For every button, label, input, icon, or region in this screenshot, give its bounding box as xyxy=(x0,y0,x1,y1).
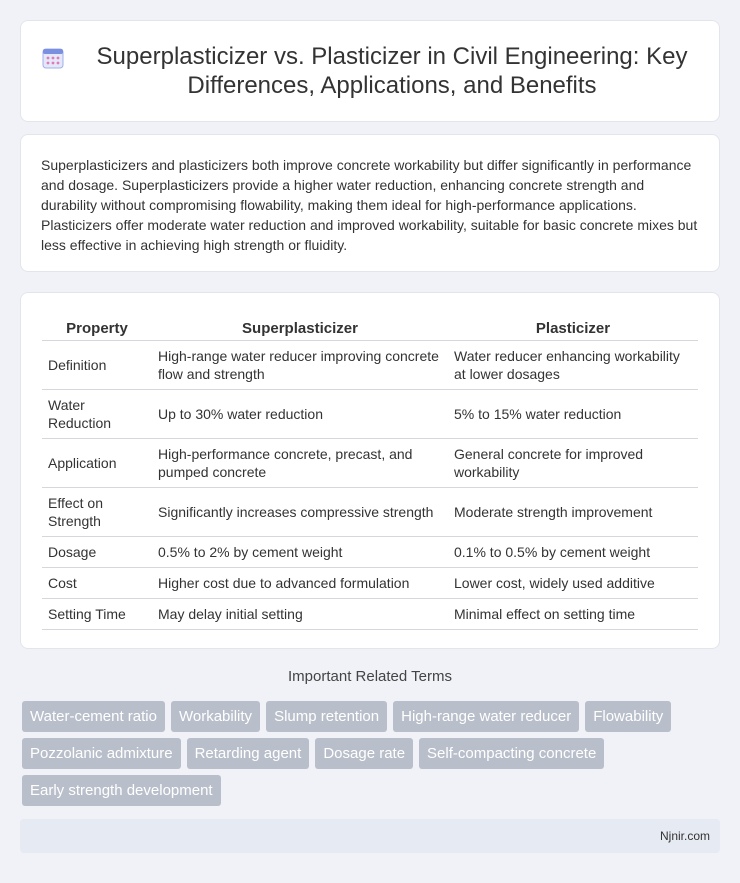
table-header-row xyxy=(42,313,698,341)
row-superplasticizer: High-range water reducer improving concrete flow and strength xyxy=(152,341,448,390)
intro-card xyxy=(20,134,720,272)
term-tag[interactable]: Dosage rate xyxy=(315,738,413,769)
row-property: Definition xyxy=(42,341,152,390)
header-plasticizer: Plasticizer xyxy=(448,313,698,341)
row-plasticizer: 0.1% to 0.5% by cement weight xyxy=(448,537,698,568)
row-property: Effect on Strength xyxy=(42,488,152,537)
term-tag[interactable]: Early strength development xyxy=(22,775,221,806)
row-property: Setting Time xyxy=(42,599,152,630)
comparison-table xyxy=(42,313,698,630)
header-superplasticizer: Superplasticizer xyxy=(152,313,448,341)
row-superplasticizer: Significantly increases compressive strength xyxy=(152,488,448,537)
table-row xyxy=(42,390,698,439)
term-tag[interactable]: Slump retention xyxy=(266,701,387,732)
header-property: Property xyxy=(42,313,152,341)
footer xyxy=(20,819,720,853)
row-property: Cost xyxy=(42,568,152,599)
row-plasticizer: Moderate strength improvement xyxy=(448,488,698,537)
row-superplasticizer: High-performance concrete, precast, and pumped concrete xyxy=(152,439,448,488)
row-superplasticizer: Up to 30% water reduction xyxy=(152,390,448,439)
term-tag[interactable]: Pozzolanic admixture xyxy=(22,738,181,769)
row-property: Dosage xyxy=(42,537,152,568)
row-superplasticizer: 0.5% to 2% by cement weight xyxy=(152,537,448,568)
page-title: Superplasticizer vs. Plasticizer in Civil Engineering: Key Differences, Applications, and Benefits xyxy=(96,43,688,99)
term-tag[interactable]: Flowability xyxy=(585,701,671,732)
row-property: Water Reduction xyxy=(42,390,152,439)
term-tag[interactable]: Retarding agent xyxy=(187,738,310,769)
row-plasticizer: Minimal effect on setting time xyxy=(448,599,698,630)
title-wrap xyxy=(21,42,719,100)
row-plasticizer: Lower cost, widely used additive xyxy=(448,568,698,599)
term-tag[interactable]: Workability xyxy=(171,701,260,732)
table-row xyxy=(42,341,698,390)
row-plasticizer: General concrete for improved workability xyxy=(448,439,698,488)
table-row xyxy=(42,537,698,568)
table-row xyxy=(42,568,698,599)
row-superplasticizer: Higher cost due to advanced formulation xyxy=(152,568,448,599)
intro-paragraph: Superplasticizers and plasticizers both improve concrete workability but differ significantly in performance and dosage. Superplasticizers provide a higher water reduction, enhancing concrete strength and durability without compromising flowability, making them ideal for high-performance applications. Plasticizers offer moderate water reduction and improved workability, suitable for basic concrete mixes but less effective in achieving high strength or fluidity. xyxy=(41,157,698,253)
calendar-grid-icon xyxy=(41,46,65,70)
comparison-table-card xyxy=(20,292,720,649)
term-tag[interactable]: Self-compacting concrete xyxy=(419,738,604,769)
title-card xyxy=(20,20,720,122)
row-superplasticizer: May delay initial setting xyxy=(152,599,448,630)
row-plasticizer: Water reducer enhancing workability at lower dosages xyxy=(448,341,698,390)
related-terms-title: Important Related Terms xyxy=(288,668,452,685)
table-row xyxy=(42,599,698,630)
table-row xyxy=(42,439,698,488)
term-tag[interactable]: Water-cement ratio xyxy=(22,701,165,732)
related-terms-list xyxy=(22,701,722,812)
row-plasticizer: 5% to 15% water reduction xyxy=(448,390,698,439)
term-tag[interactable]: High-range water reducer xyxy=(393,701,579,732)
row-property: Application xyxy=(42,439,152,488)
table-row xyxy=(42,488,698,537)
footer-site[interactable]: Njnir.com xyxy=(659,829,710,843)
